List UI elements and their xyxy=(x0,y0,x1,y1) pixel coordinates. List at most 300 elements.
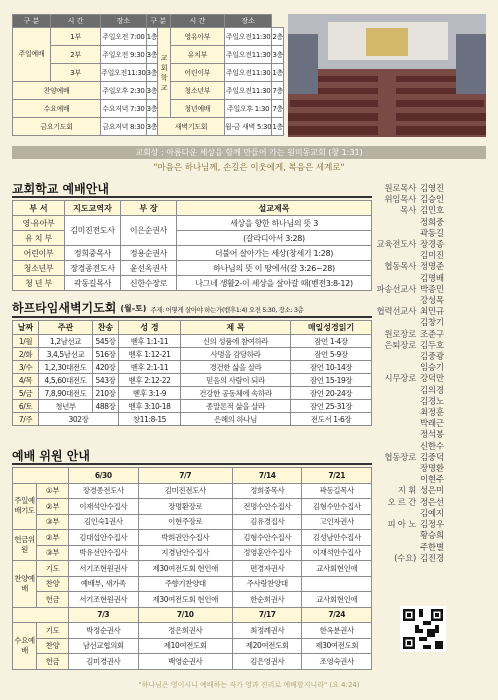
staff-row xyxy=(376,531,492,542)
school-place: 7층 xyxy=(272,100,284,118)
bible-cell: 건강한 공동체에 속하라 xyxy=(181,387,291,400)
staff-row xyxy=(376,229,492,240)
worship-cell: 예배부, 새가족 xyxy=(69,576,139,592)
worship-cell: 서기조현원권사 xyxy=(69,561,139,577)
edu-cell: 영·유아부 xyxy=(13,216,65,231)
staff-role: 피 아 노 xyxy=(387,520,416,531)
bible-cell: 청년부 xyxy=(39,400,93,413)
bible-cell: 벧후 2:1-11 xyxy=(119,361,181,374)
qr-code-icon xyxy=(400,606,446,652)
edu-title-bar xyxy=(12,180,372,198)
edu-h-dept: 부 서 xyxy=(13,201,65,216)
worship-cell: 남선교협의회 xyxy=(69,638,139,654)
staff-name: 김진경 xyxy=(420,553,444,564)
service-place: 3층 xyxy=(146,118,158,136)
staff-row xyxy=(376,554,492,565)
staff-role xyxy=(376,318,420,329)
staff-name: 강덕만 xyxy=(420,374,444,385)
worship-cell: 곽동길목사 xyxy=(302,483,372,499)
worship-cell: 장명환장로 xyxy=(138,499,232,515)
bible-cell: 전도서 1-6장 xyxy=(291,413,372,426)
school-place: 3층 xyxy=(272,46,284,64)
date-header: 7/7 xyxy=(138,468,232,484)
bible-title-bar xyxy=(12,300,372,318)
worship-cell: 교사회현인애 xyxy=(302,561,372,577)
bible-title: 하프타임새벽기도회 xyxy=(12,301,117,315)
staff-name: 최정훈 xyxy=(420,408,444,419)
bible-cell: 은혜의 하나님 xyxy=(181,413,291,426)
staff-name: 박래근 xyxy=(420,419,444,430)
bible-cell: 경건한 삶을 살라 xyxy=(181,361,291,374)
staff-row xyxy=(376,464,492,475)
staff-name: 강성목 xyxy=(420,296,444,307)
bible-cell: 잠언 5-9장 xyxy=(291,348,372,361)
edu-table xyxy=(12,200,372,291)
worship-cell: 김미경권사 xyxy=(69,654,139,670)
service-place: 3층 xyxy=(146,100,158,118)
bible-cell: 잠언 20-24장 xyxy=(291,387,372,400)
sub-label: ③부 xyxy=(37,514,69,530)
worship-cell: 서기조현원권사 xyxy=(69,592,139,608)
staff-role xyxy=(376,464,420,475)
service-time: 주일오전 7:00 xyxy=(101,28,147,46)
bible-h: 찬송 xyxy=(93,321,119,335)
school-place: 7층 xyxy=(272,82,284,100)
bible-cell: 3/수 xyxy=(13,361,39,374)
motto: "마음은 하나님께, 손길은 이웃에게, 복음은 세계로" xyxy=(153,163,345,173)
header-category: 구 분 xyxy=(13,15,51,28)
bible-cell: 벧후 3:10-18 xyxy=(119,400,181,413)
staff-name: 정석봉 xyxy=(420,430,444,441)
worship-cell: 교사회현인애 xyxy=(302,592,372,608)
staff-role xyxy=(376,296,420,307)
bible-h: 성 경 xyxy=(119,321,181,335)
date-spacer xyxy=(13,468,69,484)
header-time: 시 간 xyxy=(50,15,100,28)
worship-cell: 이현주장로 xyxy=(138,514,232,530)
staff-name: 이현주 xyxy=(420,475,444,486)
school-group-label: 교회학교 xyxy=(158,28,171,118)
bible-cell: 4,5,60대전도 xyxy=(39,374,93,387)
worship-cell: 김인숙1권사 xyxy=(69,514,139,530)
staff-name: 정은선 xyxy=(420,497,444,508)
worship-cell: 제20여전도회 xyxy=(232,638,302,654)
staff-row xyxy=(376,442,492,453)
staff-row xyxy=(376,509,492,520)
date-spacer xyxy=(13,607,69,623)
school-time: 주일오후 1:30 xyxy=(224,100,271,118)
staff-name: 김중덕 xyxy=(420,452,444,463)
worship-cell: 전명수안수집사 xyxy=(232,499,302,515)
worship-cell: 김형수안수집사 xyxy=(232,530,302,546)
edu-cell: 정희중목사 xyxy=(65,246,121,261)
school-time: 월-금 새벽 5:30 xyxy=(224,118,271,136)
staff-name: 김민호 xyxy=(420,206,444,217)
staff-role xyxy=(376,442,420,453)
staff-role: 협동목사 xyxy=(384,262,416,273)
category-label: 수요예배 xyxy=(13,623,37,670)
edu-cell: 신한수장로 xyxy=(121,276,177,291)
staff-row xyxy=(376,262,492,273)
bible-cell: 545장 xyxy=(93,335,119,348)
school-time: 주일오전11:30 xyxy=(224,64,271,82)
staff-role: 지 휘 xyxy=(397,486,416,497)
worship-cell: 정영훈안수집사 xyxy=(232,545,302,561)
service-place: 3층 xyxy=(146,82,158,100)
bible-cell: 7,8,90대전도 xyxy=(39,387,93,400)
worship-cell: 김성남안수집사 xyxy=(302,530,372,546)
staff-name: 김경노 xyxy=(420,396,444,407)
staff-row xyxy=(376,453,492,464)
worship-cell xyxy=(302,576,372,592)
staff-row xyxy=(376,285,492,296)
date-header: 7/3 xyxy=(69,607,139,623)
staff-name: 김명배 xyxy=(420,273,444,284)
staff-row xyxy=(376,397,492,408)
staff-role: 협동장로 xyxy=(384,452,416,463)
worship-cell: 김대섭안수집사 xyxy=(69,530,139,546)
date-header: 6/30 xyxy=(69,468,139,484)
school-dept-name: 어린이부 xyxy=(170,64,224,82)
staff-role: 오 르 간 xyxy=(387,497,416,508)
service-name: 수요예배 xyxy=(13,100,101,118)
staff-row xyxy=(376,475,492,486)
bible-h: 주관 xyxy=(39,321,93,335)
worship-cell: 한순희권사 xyxy=(232,592,302,608)
staff-row xyxy=(376,520,492,531)
staff-role xyxy=(376,274,420,285)
edu-cell: 청 년 부 xyxy=(13,276,65,291)
header-category-2: 구 분 xyxy=(146,15,170,28)
bible-h: 매일성경읽기 xyxy=(291,321,372,335)
edu-cell: 하나님의 뜻 이 땅에서(갈 3:26~28) xyxy=(177,261,372,276)
staff-row xyxy=(376,218,492,229)
bible-cell: 잠언 1-4장 xyxy=(291,335,372,348)
school-time: 주일오전11:30 xyxy=(224,82,271,100)
staff-role: 파송선교사 xyxy=(376,284,416,295)
staff-row xyxy=(376,274,492,285)
bible-cell: 신의 성품에 참여하라 xyxy=(181,335,291,348)
service-name: 금요기도회 xyxy=(13,118,101,136)
worship-cell: 박정순권사 xyxy=(69,623,139,639)
staff-role: 위임목사 xyxy=(384,195,416,206)
worship-title: 예배 위원 안내 xyxy=(12,449,90,463)
staff-name: 김미진 xyxy=(420,251,444,262)
staff-role: 목사 xyxy=(400,206,416,217)
category-label: 찬양예배 xyxy=(13,561,37,608)
school-dept-name: 새벽기도회 xyxy=(158,118,225,136)
bible-cell: 488장 xyxy=(93,400,119,413)
staff-row xyxy=(376,318,492,329)
staff-role xyxy=(376,408,420,419)
bible-cell: 잠언 10-14장 xyxy=(291,361,372,374)
staff-row xyxy=(376,498,492,509)
staff-name: 주한별 xyxy=(420,542,444,553)
staff-row xyxy=(376,184,492,195)
staff-name: 성은미 xyxy=(420,486,444,497)
service-place: 3층 xyxy=(146,46,158,64)
staff-name: 김예지 xyxy=(420,508,444,519)
worship-cell: 지경남안수집사 xyxy=(138,545,232,561)
staff-row xyxy=(376,307,492,318)
worship-cell: 김형수안수집사 xyxy=(302,499,372,515)
school-place: 1층 xyxy=(272,118,284,136)
staff-name: 정명준 xyxy=(420,262,444,273)
edu-cell: 세상을 향한 하나님의 뜻 3 xyxy=(177,216,372,231)
staff-name: 정희중 xyxy=(420,217,444,228)
school-time: 주일오전11:30 xyxy=(224,46,271,64)
header-place-2: 장소 xyxy=(224,15,271,28)
worship-cell: 장경종전도사 xyxy=(69,483,139,499)
worship-title-bar xyxy=(12,447,372,465)
staff-row xyxy=(376,251,492,262)
staff-row xyxy=(376,240,492,251)
staff-role: 시무장로 xyxy=(384,374,416,385)
bible-cell: 사명을 감당하라 xyxy=(181,348,291,361)
bible-cell: 302장 xyxy=(39,413,119,426)
worship-cell: 주사랑찬양대 xyxy=(232,576,302,592)
bible-note: 주제: 어떻게 살아야 하는가(벧후1:4) 오전 5:30, 장소: 3층 xyxy=(150,306,304,314)
bible-cell: 잠언 15-19장 xyxy=(291,374,372,387)
service-place: 1층 xyxy=(146,28,158,46)
bible-h: 날짜 xyxy=(13,321,39,335)
worship-cell: 고인자권사 xyxy=(302,514,372,530)
school-place: 1층 xyxy=(272,64,284,82)
staff-role xyxy=(376,543,420,554)
sub-label: 헌금 xyxy=(37,654,69,670)
edu-cell: 장경종전도사 xyxy=(65,261,121,276)
sub-label: ②부 xyxy=(37,530,69,546)
vision-banner: 교회상 : 아름다운 세상을 함께 만들어 가는 원미동교회 (창 1:31) xyxy=(12,146,486,159)
staff-name: 박종민 xyxy=(420,284,444,295)
worship-cell: 박유선안수집사 xyxy=(69,545,139,561)
date-header: 7/24 xyxy=(302,607,372,623)
staff-name: 신한수 xyxy=(420,441,444,452)
staff-name: 김두호 xyxy=(420,340,444,351)
bible-cell: 7/주 xyxy=(13,413,39,426)
bible-cell: 4/목 xyxy=(13,374,39,387)
staff-name: 임승기 xyxy=(420,363,444,374)
category-label: 주일예배기도 xyxy=(13,483,37,530)
edu-cell: 어린이부 xyxy=(13,246,65,261)
bible-cell: 1,2남선교 xyxy=(39,335,93,348)
staff-role: 교육전도사 xyxy=(376,240,416,251)
service-time: 수요저녁 7:30 xyxy=(101,100,147,118)
staff-role: 협력선교사 xyxy=(376,307,416,318)
staff-list xyxy=(376,184,492,565)
service-time: 주일오후 2:30 xyxy=(101,82,147,100)
bible-cell: 창11:8-15 xyxy=(119,413,181,426)
worship-cell: 조영숙권사 xyxy=(302,654,372,670)
staff-role xyxy=(376,229,420,240)
staff-row xyxy=(376,296,492,307)
service-time: 주일오전11:30 xyxy=(101,64,147,82)
edu-cell: 윤선옥권사 xyxy=(121,261,177,276)
bible-cell: 잠언 25-31장 xyxy=(291,400,372,413)
sub-label: 찬양 xyxy=(37,576,69,592)
sub-label: 찬양 xyxy=(37,638,69,654)
bible-cell: 420장 xyxy=(93,361,119,374)
staff-name: 김영진 xyxy=(420,184,444,194)
worship-cell: 김은영권사 xyxy=(232,654,302,670)
staff-role xyxy=(376,509,420,520)
staff-row xyxy=(376,195,492,206)
staff-role xyxy=(376,430,420,441)
edu-title: 교회학교 예배안내 xyxy=(12,182,109,196)
bible-cell: 210장 xyxy=(93,387,119,400)
date-header: 7/21 xyxy=(302,468,372,484)
bible-cell: 2/화 xyxy=(13,348,39,361)
staff-row xyxy=(376,330,492,341)
worship-cell: 주향기찬양대 xyxy=(138,576,232,592)
bible-table xyxy=(12,320,372,426)
bible-cell: 543장 xyxy=(93,374,119,387)
bible-cell: 6/토 xyxy=(13,400,39,413)
worship-cell: 한옥분권사 xyxy=(302,623,372,639)
edu-h-pastor: 지도교역자 xyxy=(65,201,121,216)
header-place: 장소 xyxy=(101,15,147,28)
bible-cell: 믿음의 사람이 되라 xyxy=(181,374,291,387)
service-schedule-table xyxy=(12,14,284,136)
date-header: 7/14 xyxy=(232,468,302,484)
staff-row xyxy=(376,543,492,554)
sanctuary-photo xyxy=(288,14,486,137)
bible-cell: 종말론적 삶을 살라 xyxy=(181,400,291,413)
sub-label: 헌금 xyxy=(37,592,69,608)
staff-name: 김중광 xyxy=(420,352,444,363)
worship-cell: 백영순권사 xyxy=(138,654,232,670)
bible-cell: 벧후 3:1-9 xyxy=(119,387,181,400)
sub-label: ①부 xyxy=(37,483,69,499)
staff-name: 조준구 xyxy=(420,329,444,340)
staff-role xyxy=(376,363,420,374)
service-place: 3층 xyxy=(146,64,158,82)
staff-row xyxy=(376,374,492,385)
school-place: 2층 xyxy=(272,28,284,46)
staff-name: 최민규 xyxy=(420,307,444,318)
staff-row xyxy=(376,408,492,419)
staff-row xyxy=(376,363,492,374)
staff-role xyxy=(376,419,420,430)
bible-subtitle: (월-토) xyxy=(120,304,147,313)
staff-role xyxy=(376,218,420,229)
header-time-2: 시 간 xyxy=(170,15,224,28)
worship-cell: 이재석안수집사 xyxy=(69,499,139,515)
worship-cell: 김유경집사 xyxy=(232,514,302,530)
date-header: 7/10 xyxy=(138,607,232,623)
staff-role: 원로장로 xyxy=(384,329,416,340)
staff-role xyxy=(376,397,420,408)
edu-cell: 이은순권사 xyxy=(121,216,177,246)
worship-cell: 이재석안수집사 xyxy=(302,545,372,561)
staff-name: 곽동길 xyxy=(420,228,444,239)
edu-cell: (갈라디아서 3:28) xyxy=(177,231,372,246)
service-name: 1부 xyxy=(50,28,100,46)
service-name: 찬양예배 xyxy=(13,82,101,100)
sanctuary-illustration xyxy=(288,14,486,137)
staff-role xyxy=(376,251,420,262)
staff-name: 김의경 xyxy=(420,385,444,396)
service-time: 금요저녁 8:30 xyxy=(101,118,147,136)
school-dept-name: 청년예배 xyxy=(170,100,224,118)
staff-name: 장경종 xyxy=(420,240,444,251)
school-dept-name: 유치부 xyxy=(170,46,224,64)
sunday-group-label: 주일예배 xyxy=(13,28,51,82)
worship-cell: 제30여전도회 현인애 xyxy=(138,561,232,577)
bible-cell: 1,2,30대전도 xyxy=(39,361,93,374)
staff-name: 황승희 xyxy=(420,531,444,542)
worship-cell: 정희중목사 xyxy=(232,483,302,499)
school-dept-name: 청소년부 xyxy=(170,82,224,100)
staff-role xyxy=(376,531,420,542)
worship-cell: 박희권안수집사 xyxy=(138,530,232,546)
bible-cell: 벧후 1:12-21 xyxy=(119,348,181,361)
staff-row xyxy=(376,386,492,397)
worship-cell: 제30여전도회 현인애 xyxy=(138,592,232,608)
edu-cell: 정용순권사 xyxy=(121,246,177,261)
bible-cell: 1/월 xyxy=(13,335,39,348)
sub-label: ②부 xyxy=(37,499,69,515)
service-name: 2부 xyxy=(50,46,100,64)
bible-cell: 5/금 xyxy=(13,387,39,400)
worship-table xyxy=(12,467,372,670)
staff-name: 김정우 xyxy=(420,520,444,531)
staff-name: 김승인 xyxy=(420,195,444,206)
worship-cell: 편경자권사 xyxy=(232,561,302,577)
staff-role: (수요) xyxy=(394,553,416,564)
bible-cell: 3,4,5남선교 xyxy=(39,348,93,361)
footer-verse: "하나님은 영이시니 예배하는 자가 영과 진리로 예배할지니라" (요 4:24) xyxy=(138,681,360,689)
edu-cell: 유 치 부 xyxy=(13,231,65,246)
staff-role xyxy=(376,352,420,363)
edu-h-sermon: 설교제목 xyxy=(177,201,372,216)
worship-cell: 정은희권사 xyxy=(138,623,232,639)
staff-role xyxy=(376,386,420,397)
edu-cell: 나그네 생활2-이 세상을 살아갈 때(벧전3:8-12) xyxy=(177,276,372,291)
worship-cell: 김미진전도사 xyxy=(138,483,232,499)
staff-row xyxy=(376,352,492,363)
edu-h-head: 부 장 xyxy=(121,201,177,216)
bible-h: 제 목 xyxy=(181,321,291,335)
bible-cell: 516장 xyxy=(93,348,119,361)
staff-row xyxy=(376,430,492,441)
sub-label: ③부 xyxy=(37,545,69,561)
bible-cell: 벧후 1:1-11 xyxy=(119,335,181,348)
service-time: 주일오전 9:30 xyxy=(101,46,147,64)
worship-cell: 제30여전도회 xyxy=(302,638,372,654)
staff-row xyxy=(376,206,492,217)
worship-cell: 제10여전도회 xyxy=(138,638,232,654)
worship-cell: 최정례권사 xyxy=(232,623,302,639)
edu-cell: 더불어 살아가는 세상(창세기 1:28) xyxy=(177,246,372,261)
staff-name: 김창기 xyxy=(420,318,444,329)
staff-row xyxy=(376,486,492,497)
sub-label: 기도 xyxy=(37,561,69,577)
service-name: 3부 xyxy=(50,64,100,82)
staff-row xyxy=(376,341,492,352)
bible-cell: 벧후 2:12-22 xyxy=(119,374,181,387)
staff-row xyxy=(376,419,492,430)
staff-role: 은퇴장로 xyxy=(384,340,416,351)
sub-label: 기도 xyxy=(37,623,69,639)
school-dept-name: 영유아부 xyxy=(170,28,224,46)
edu-cell: 곽동길목사 xyxy=(65,276,121,291)
category-label: 헌금위원 xyxy=(13,530,37,561)
edu-cell: 청소년부 xyxy=(13,261,65,276)
staff-role: 원로목사 xyxy=(384,184,416,194)
date-header: 7/17 xyxy=(232,607,302,623)
edu-cell: 김미진전도사 xyxy=(65,216,121,246)
